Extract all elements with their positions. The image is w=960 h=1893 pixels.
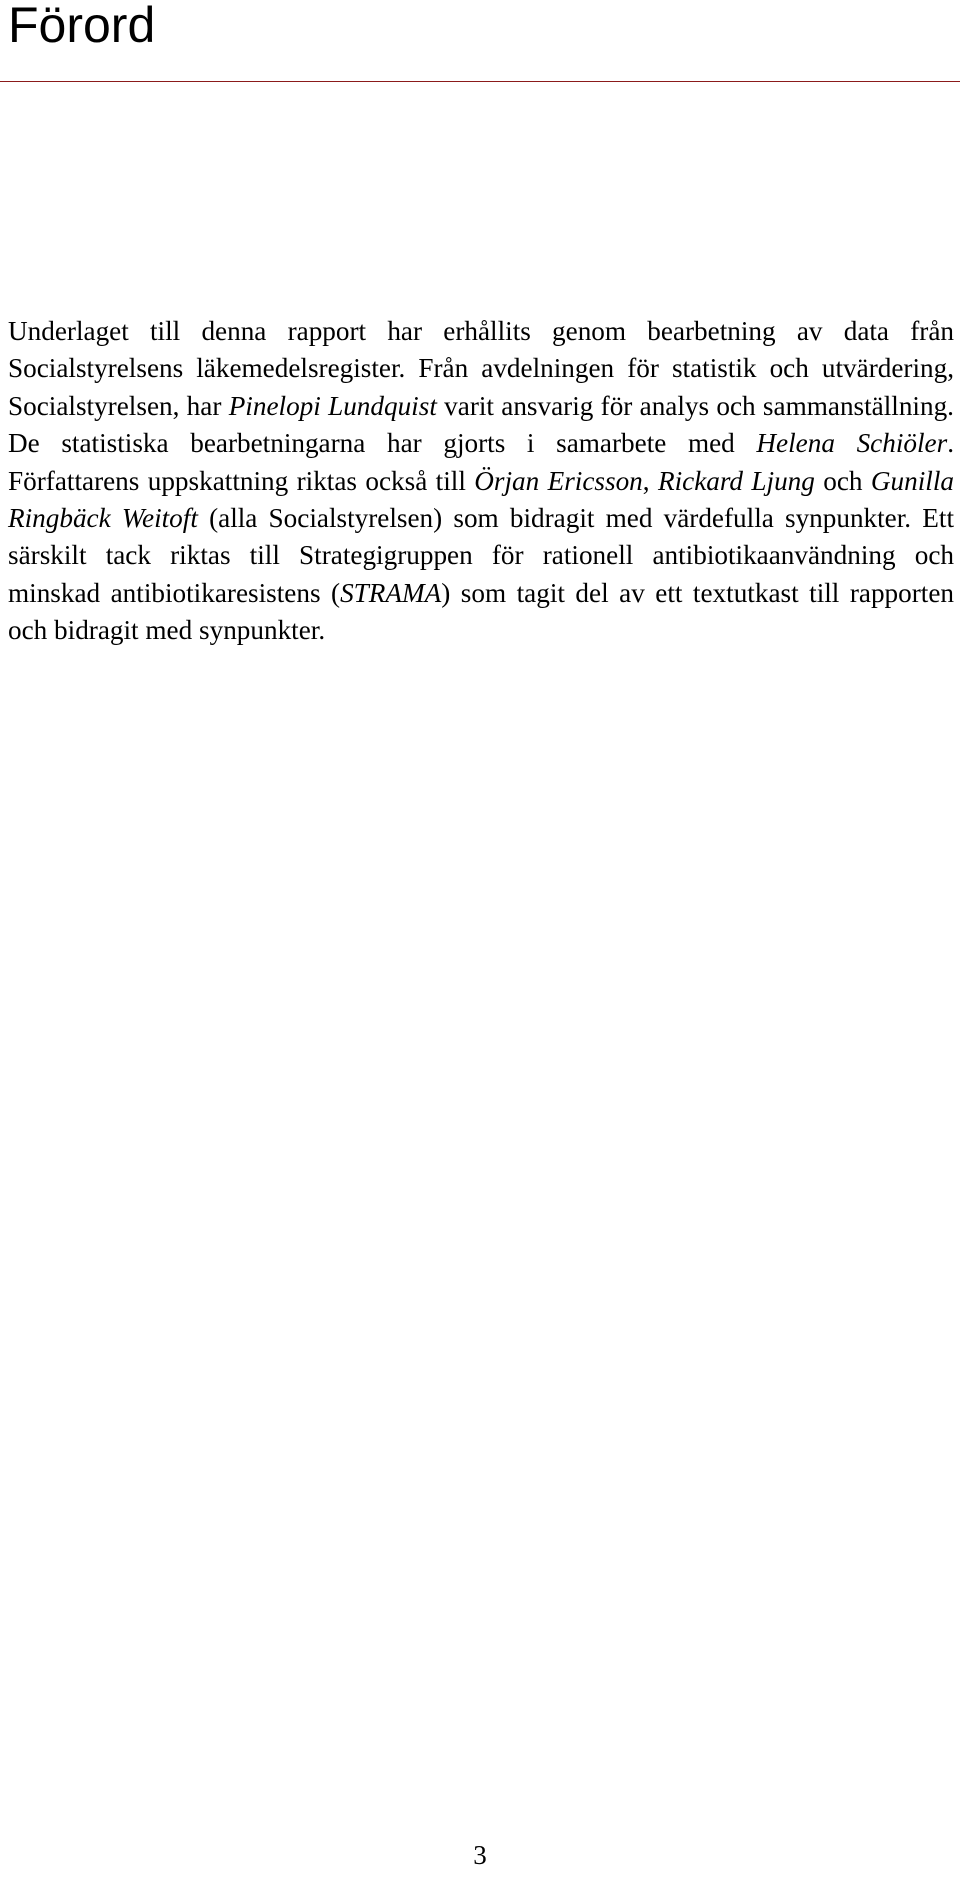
page-number: 3 <box>473 1840 487 1870</box>
page-title: Förord <box>8 0 156 53</box>
text-segment: . Författarens uppskattning riktas också till <box>8 428 954 496</box>
text-segment: och <box>814 465 871 496</box>
person-name: Rickard Ljung <box>657 465 815 496</box>
person-name: Örjan Ericsson <box>474 465 643 496</box>
text-segment: Underlaget till denna rapport har erhållits genom bearbetning av data från Socialstyrelsens läkemedelsregister. Från avdelningen för statistik och utvärdering, Socialstyrelsen, har <box>8 316 954 421</box>
text-segment: ) som tagit del av ett textutkast till rapporten och bidragit med synpunkter. <box>8 577 955 646</box>
text-segment: varit ansvarig för analys och sammanställning. De statistiska bearbetningarna har gjorts i samarbete med <box>8 390 954 459</box>
text-segment: (alla Socialstyrelsen) som bidragit med värdefulla synpunkter. Ett särskilt tack riktas till Strategigruppen för rationell antibiotikaanvändning och minskad antibiotikaresistens ( <box>8 503 954 608</box>
preface-paragraph <box>8 313 954 650</box>
person-name: Gunilla Ringbäck Weitoft <box>8 465 954 534</box>
person-name: Pinelopi Lundquist <box>228 390 437 421</box>
organization-acronym: STRAMA <box>340 577 442 608</box>
heading-divider <box>0 81 960 82</box>
text-segment: , <box>642 465 658 496</box>
person-name: Helena Schiöler <box>756 428 948 459</box>
